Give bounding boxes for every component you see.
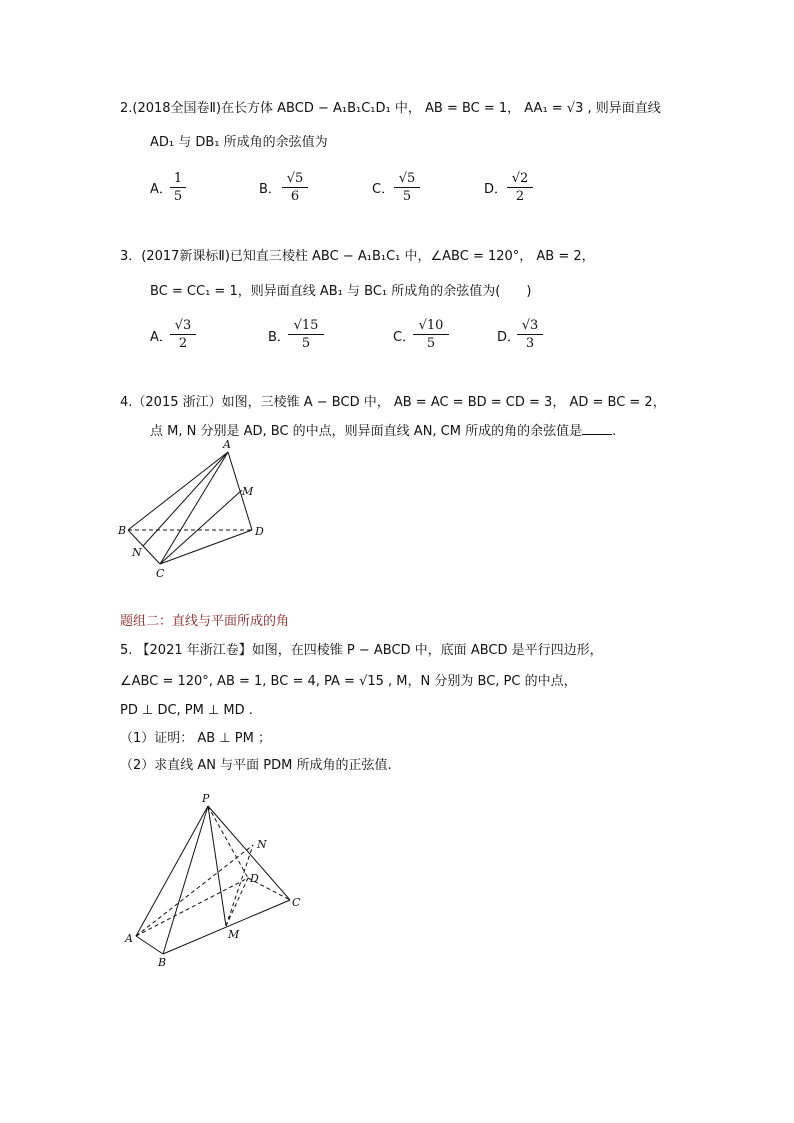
label-p: P	[202, 792, 210, 805]
label-m: M	[242, 485, 254, 498]
q2-option-b-fraction: √5 6	[282, 171, 308, 204]
edge-bc	[163, 900, 290, 954]
label-d: D	[250, 872, 259, 885]
q3-option-d-fraction: √3 3	[517, 318, 543, 351]
section-title: 题组二：直线与平面所成的角	[120, 614, 290, 629]
q2-option-a-fraction: 1 5	[170, 171, 186, 204]
q4-stem-line2-text: 点 M, N 分别是 AD, BC 的中点，则异面直线 AN, CM 所成的角的余弦值是	[150, 424, 583, 439]
label-b: B	[118, 524, 127, 537]
edge-pb	[163, 806, 208, 954]
q3-option-c-label: C．	[393, 330, 416, 345]
segment-an	[143, 452, 228, 546]
q4-stem-line2-end: .	[612, 424, 617, 439]
label-b: B	[158, 956, 167, 969]
q3-stem-line2: BC = CC₁ = 1，则异面直线 AB₁ 与 BC₁ 所成角的余弦值为( )	[150, 284, 532, 299]
q2-option-d-fraction: √2 2	[507, 171, 533, 204]
q5-stem-line3: PD ⊥ DC, PM ⊥ MD .	[120, 703, 253, 718]
q2-option-c-label: C．	[372, 182, 395, 197]
label-n: N	[132, 546, 142, 559]
label-a: A	[125, 932, 133, 945]
q3-stem-line1: 3．(2017新课标Ⅱ)已知直三棱柱 ABC − A₁B₁C₁ 中，∠ABC = 120°， AB = 2，	[120, 249, 595, 264]
edge-cd	[160, 530, 252, 564]
q2-option-c-fraction: √5 5	[394, 171, 420, 204]
q3-option-a-fraction: √3 2	[170, 318, 196, 351]
q5-stem-line1: 5. 【2021 年浙江卷】如图，在四棱锥 P − ABCD 中，底面 ABCD 是平行四边形，	[120, 643, 603, 658]
label-m: M	[228, 928, 240, 941]
label-a: A	[223, 438, 231, 451]
tetrahedron-figure	[110, 438, 270, 581]
q2-stem-line2: AD₁ 与 DB₁ 所成角的余弦值为	[150, 135, 328, 150]
q3-option-b-label: B．	[268, 330, 290, 345]
q2-option-b-label: B．	[259, 182, 281, 197]
q2-option-a-label: A．	[150, 182, 172, 197]
q3-option-b-fraction: √15 5	[288, 318, 324, 351]
label-c: C	[292, 896, 301, 909]
segment-mn-hidden	[226, 845, 253, 926]
pyramid-figure	[120, 790, 310, 970]
q3-option-a-label: A．	[150, 330, 172, 345]
edge-ab	[128, 452, 228, 530]
segment-an-hidden	[136, 845, 253, 936]
answer-blank	[582, 434, 612, 435]
q3-option-c-fraction: √10 5	[413, 318, 449, 351]
edge-pd-hidden	[208, 806, 248, 878]
q2-stem-line1: 2.(2018全国卷Ⅱ)在长方体 ABCD − A₁B₁C₁D₁ 中， AB = BC = 1， AA₁ = √3 , 则异面直线	[120, 101, 661, 116]
q4-stem-line2	[150, 424, 616, 440]
q5-part1: （1）证明： AB ⊥ PM ；	[120, 731, 271, 746]
edge-pa	[136, 806, 208, 936]
q4-stem-line1: 4.（2015 浙江）如图，三棱锥 A − BCD 中， AB = AC = BD = CD = 3， AD = BC = 2，	[120, 395, 666, 410]
edge-ab	[136, 936, 163, 954]
edge-ac	[160, 452, 228, 564]
q2-option-d-label: D．	[484, 182, 508, 197]
label-n: N	[257, 838, 267, 851]
label-c: C	[156, 567, 165, 580]
q5-stem-line2: ∠ABC = 120°, AB = 1, BC = 4, PA = √15 , M，N 分别为 BC, PC 的中点，	[120, 674, 577, 689]
segment-cm	[160, 490, 242, 564]
q5-part2: （2）求直线 AN 与平面 PDM 所成角的正弦值.	[120, 758, 392, 773]
q3-option-d-label: D．	[497, 330, 521, 345]
label-d: D	[255, 525, 264, 538]
